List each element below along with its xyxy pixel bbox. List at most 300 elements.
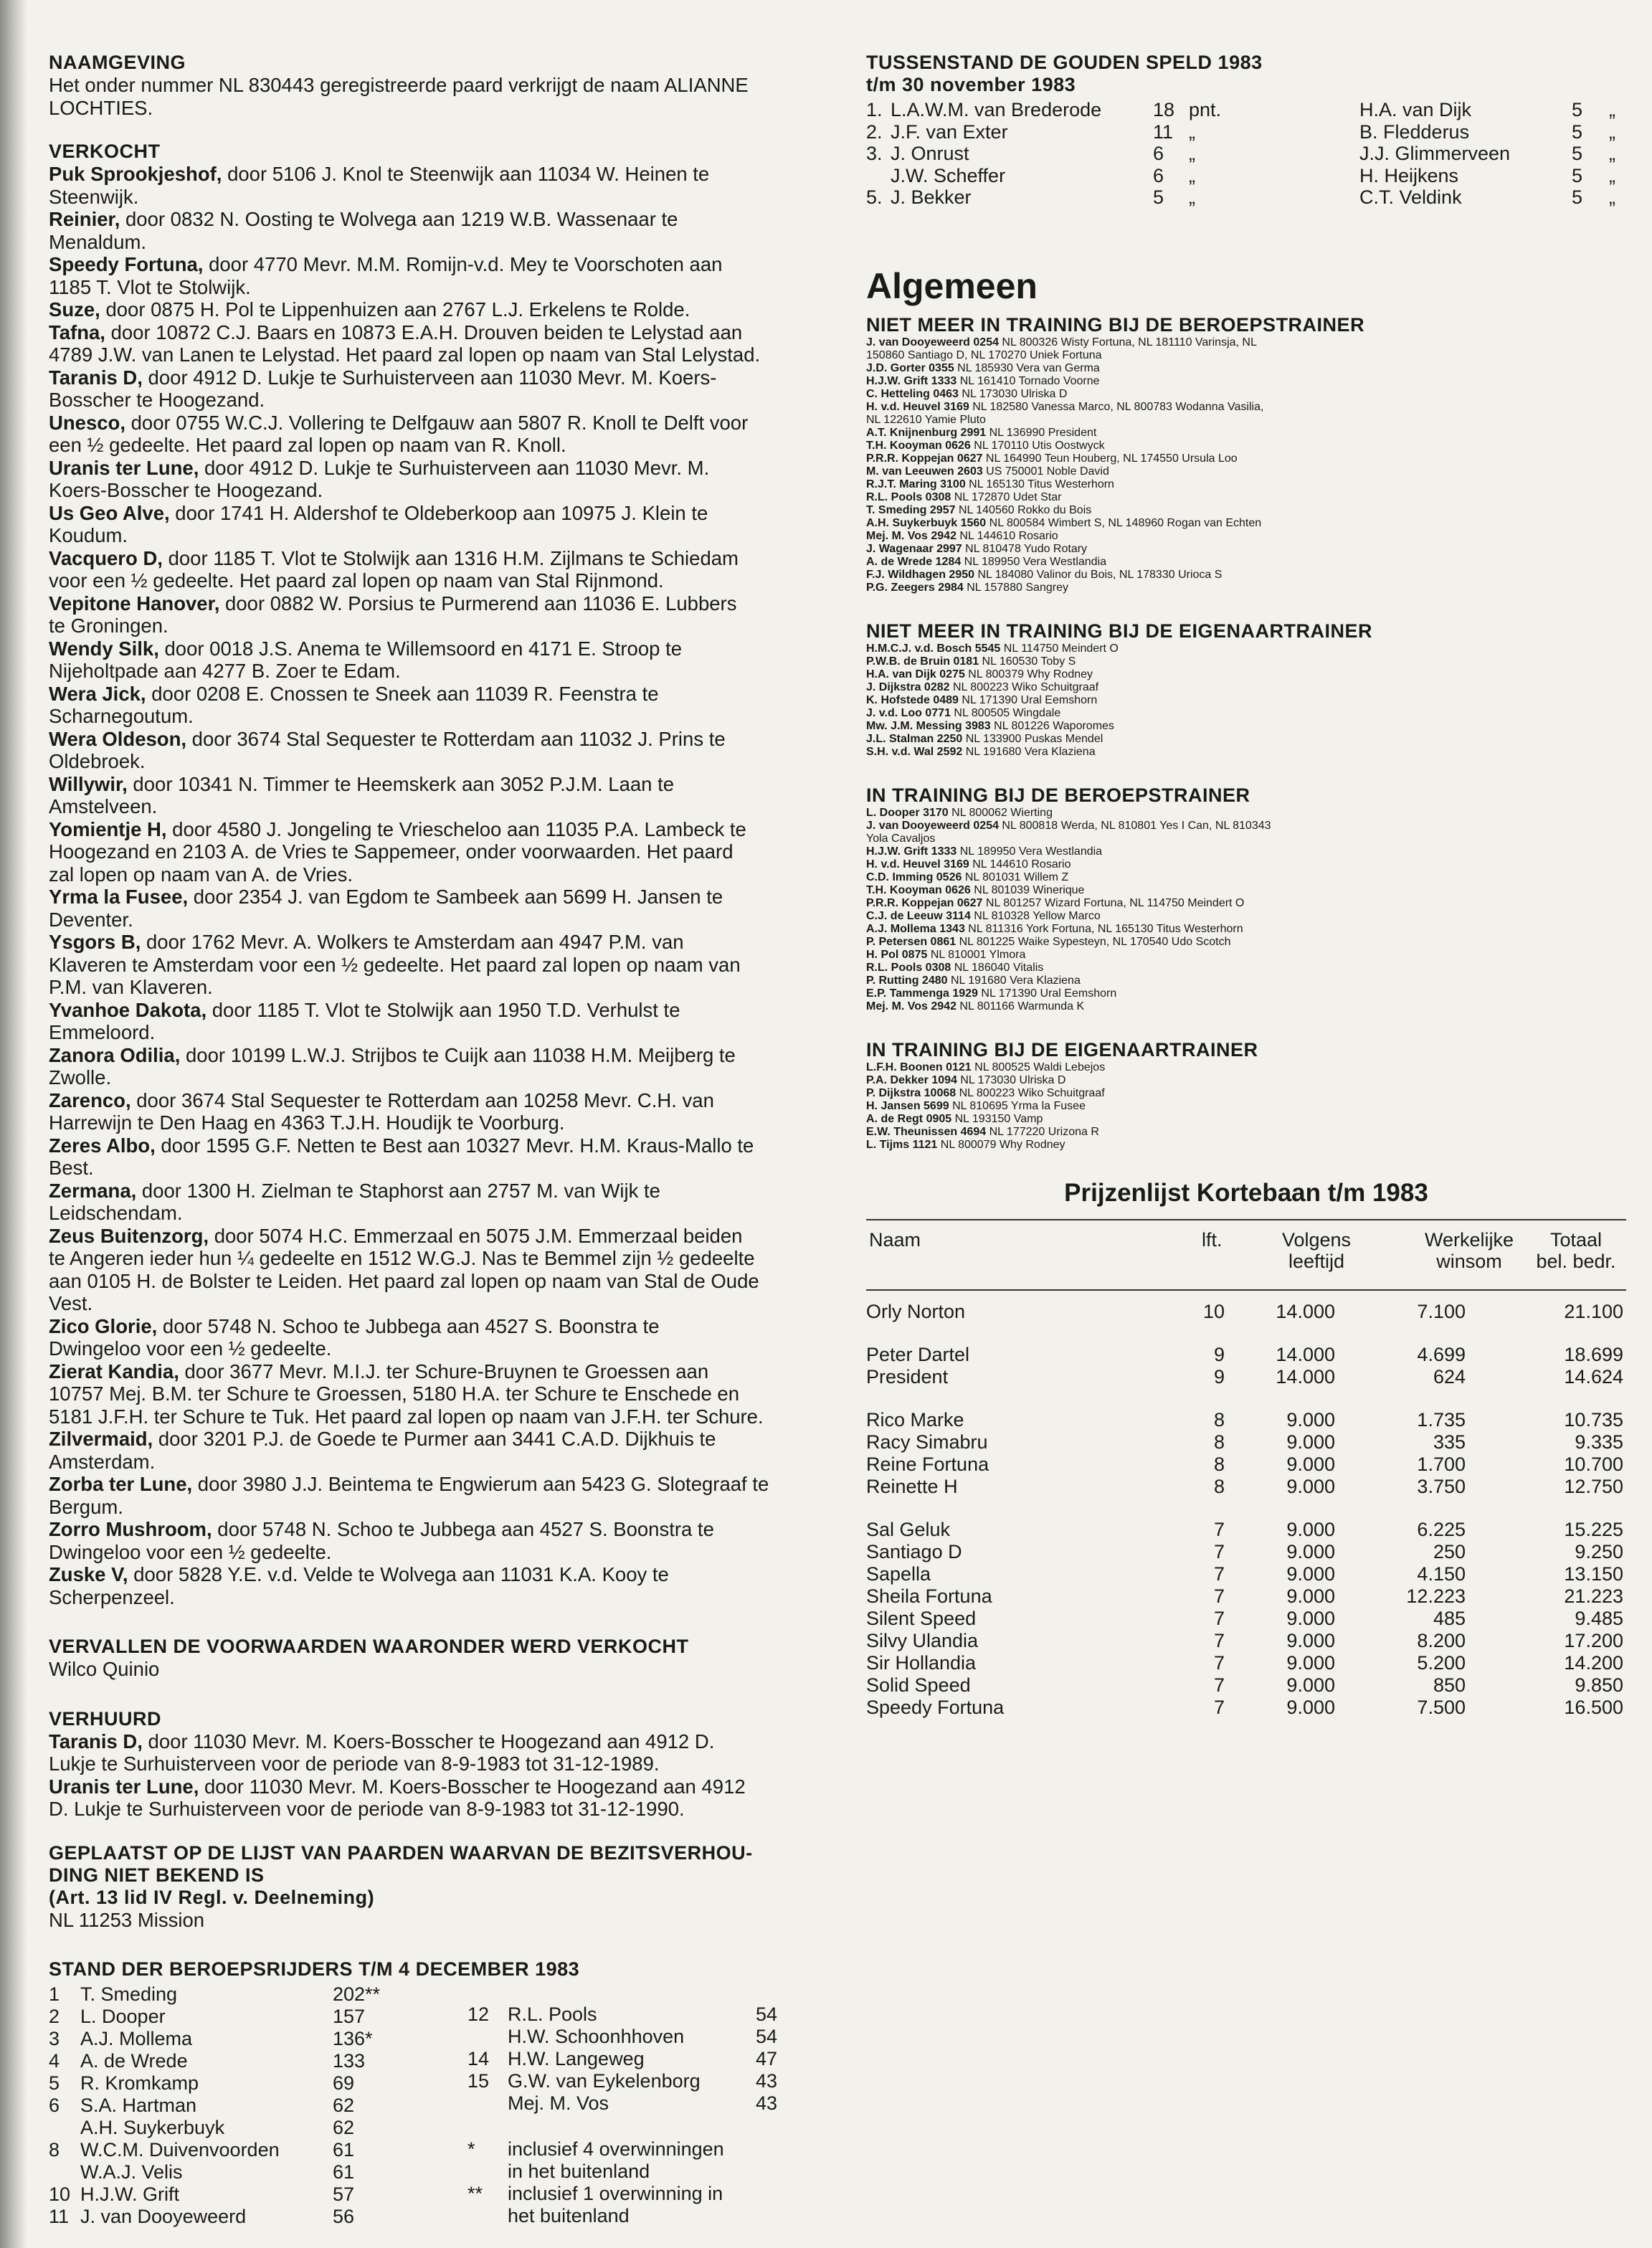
stand-name: G.W. van Eykelenborg: [508, 2070, 701, 2092]
entry-name: E.W. Theunissen 4694: [866, 1126, 987, 1138]
entry-line: [49, 502, 815, 525]
entry-text: door 0882 W. Porsius te Purmerend aan 11036 E. Lubbers: [219, 592, 737, 615]
entry-line: Amstelveen.: [49, 795, 158, 817]
entry-text: NL 186040 Vitalis: [951, 962, 1044, 974]
entry-text: door 3201 P.J. de Goede te Purmer aan 3441 C.A.D. Dijkhuis te: [153, 1428, 716, 1450]
text-line: Wilco Quinio: [49, 1658, 160, 1680]
text-line: DING NIET BEKEND IS: [49, 1864, 265, 1886]
entry-line: [49, 1518, 815, 1541]
entry-name: P.W.B. de Bruin 0181: [866, 655, 979, 668]
entry-line: [49, 1134, 815, 1157]
entry-name: Wera Jick,: [49, 682, 146, 705]
stand-name: W.A.J. Velis: [80, 2161, 183, 2183]
entry-text: door 4580 J. Jongeling te Vriescheloo aan 11035 P.A. Lambeck te: [166, 817, 746, 840]
entry-line: te Angeren ieder hun ¼ gedeelte en 1512 W.G.J. Nas te Bemmel zijn ½ gedeelte: [49, 1247, 755, 1269]
prize-row: [866, 1409, 1626, 1431]
entry-text: door 4912 D. Lukje te Surhuisterveen aan 11030 Mevr. M.: [199, 456, 710, 479]
entry-text: NL 800525 Waldi Lebejos: [971, 1061, 1106, 1073]
entry-line: [866, 401, 1626, 414]
entry-name: Zierat Kandia,: [49, 1360, 179, 1383]
tussenstand-pos: 2.: [866, 120, 883, 143]
entry-text: door 3674 Stal Sequester te Rotterdam aan 10258 Mevr. C.H. van: [130, 1089, 714, 1111]
entry-line: [49, 1473, 815, 1496]
by-age-amount: 9.000: [1286, 1630, 1335, 1651]
winsom-amount: 5.200: [1417, 1652, 1466, 1674]
text-line: Het onder nummer NL 830443 geregistreerde paard verkrijgt de naam ALIANNE: [49, 74, 749, 96]
entry-name: Unesco,: [49, 411, 125, 434]
tussenstand-unit: „: [1609, 186, 1615, 208]
entry-text: NL 801257 Wizard Fortuna, NL 114750 Meindert O: [982, 897, 1245, 909]
entry: [49, 773, 815, 818]
entry-text: NL 801225 Waike Sypesteyn, NL 170540 Udo Scotch: [956, 936, 1231, 948]
entry-text: door 1185 T. Vlot te Stolwijk aan 1316 H.M. Zijlmans te Schiedam: [162, 546, 739, 569]
entry-text: NL 140560 Rokko du Bois: [955, 504, 1092, 516]
entry-line: [866, 375, 1626, 388]
footnote-text: inclusief 1 overwinning in: [508, 2183, 723, 2204]
entry-name: Wera Oldeson,: [49, 727, 187, 750]
entry: [866, 733, 1626, 746]
entry-name: Puk Sprookjeshof,: [49, 163, 222, 185]
age: 8: [1213, 1476, 1225, 1497]
footnote-text: inclusief 4 overwinningen: [508, 2138, 724, 2160]
stand-points: 57: [333, 2183, 355, 2205]
entry-name: H. Jansen 5699: [866, 1100, 949, 1112]
entry-line: [866, 543, 1626, 556]
tussenstand-name: H. Heijkens: [1359, 164, 1459, 186]
stand-pos: 14: [467, 2048, 490, 2069]
entry-line: [49, 321, 815, 344]
entry-text: NL 800379 Why Rodney: [964, 668, 1093, 680]
horse-name: Silent Speed: [866, 1608, 977, 1629]
prize-row: [866, 1519, 1626, 1541]
entry-name: Us Geo Alve,: [49, 501, 170, 524]
entry-name: R.J.T. Maring 3100: [866, 478, 966, 490]
entry-line: 10757 Mej. B.M. ter Schure te Groessen, 5180 H.A. ter Schure te Enschede en: [49, 1383, 740, 1405]
entry-name: R.L. Pools 0308: [866, 962, 951, 974]
entry: [866, 452, 1626, 465]
entry: [866, 336, 1626, 362]
text-line: TUSSENSTAND DE GOUDEN SPELD 1983: [866, 52, 1263, 73]
entry: [49, 728, 815, 773]
entry: [866, 987, 1626, 1000]
entry-text: NL 182580 Vanessa Marco, NL 800783 Wodanna Vasilia,: [969, 401, 1264, 413]
entry: [866, 530, 1626, 543]
entry-line: Dwingeloo voor een ½ gedeelte.: [49, 1540, 332, 1563]
entry: [866, 681, 1626, 694]
prize-row: [866, 1652, 1626, 1674]
age: 7: [1213, 1519, 1225, 1540]
entry: [49, 1225, 815, 1315]
entry: [866, 845, 1626, 858]
entry: [49, 1360, 815, 1428]
entry-text: door 0875 H. Pol te Lippenhuizen aan 2767 L.J. Erkelens te Rolde.: [100, 298, 690, 321]
text-line: GEPLAATST OP DE LIJST VAN PAARDEN WAARVAN DE BEZITSVERHOU-: [49, 1841, 753, 1864]
stand-pos: 2: [49, 2006, 60, 2027]
tussenstand-pts: 6: [1153, 164, 1164, 186]
entry-line: [49, 1225, 815, 1248]
entry: [866, 1087, 1626, 1100]
right-column: [866, 52, 1626, 1740]
stand-name: H.W. Langeweg: [508, 2048, 645, 2069]
entry-text: NL 157880 Sangrey: [963, 582, 1068, 594]
entry-name: L. Dooper 3170: [866, 807, 949, 819]
entry-line: [49, 1563, 815, 1586]
entry-line: Lukje te Surhuisterveen voor de periode van 8-9-1983 tot 31-12-1989.: [49, 1753, 660, 1775]
stand-name: A.H. Suykerbuyk: [80, 2117, 225, 2138]
stand-name: R.L. Pools: [508, 2003, 597, 2025]
entry: [866, 949, 1626, 962]
entry: [866, 820, 1626, 845]
entry-text: door 1595 G.F. Netten te Best aan 10327 Mevr. H.M. Kraus-Mallo te: [155, 1134, 754, 1157]
entry-line: [866, 530, 1626, 543]
entry-line: [866, 655, 1626, 668]
entry-text: door 1185 T. Vlot te Stolwijk aan 1950 T.D. Verhulst te: [206, 998, 680, 1021]
age: 8: [1213, 1431, 1225, 1453]
by-age-amount: 14.000: [1276, 1366, 1335, 1388]
prize-row: [866, 1674, 1626, 1697]
winsom-amount: 624: [1433, 1366, 1466, 1388]
entry: [866, 642, 1626, 655]
header-totaal-line: Totaal: [1549, 1229, 1603, 1251]
verkocht-list: [49, 163, 815, 1608]
entry-text: NL 164990 Teun Houberg, NL 174550 Ursula Loo: [982, 452, 1238, 465]
entry-name: Mej. M. Vos 2942: [866, 1000, 956, 1012]
stand-pos: 15: [467, 2070, 490, 2092]
entry: [49, 457, 815, 502]
by-age-amount: 9.000: [1286, 1476, 1335, 1497]
horse-name: Speedy Fortuna: [866, 1697, 1005, 1718]
entry-line: NL 122610 Yamie Pluto: [866, 414, 986, 426]
entry-name: R.L. Pools 0308: [866, 491, 951, 503]
entry-text: NL 144610 Rosario: [969, 858, 1071, 871]
section-heading: VERVALLEN DE VOORWAARDEN WAARONDER WERD VERKOCHT: [49, 1636, 689, 1657]
entry-name: J.D. Gorter 0355: [866, 362, 954, 374]
text-line: t/m 30 november 1983: [866, 74, 1076, 95]
entry-text: NL 171390 Ural Eemshorn: [958, 694, 1098, 706]
tussenstand-unit: pnt.: [1189, 99, 1222, 120]
entry-name: P.R.R. Koppejan 0627: [866, 897, 983, 909]
algemeen-title: Algemeen: [866, 266, 1038, 306]
entry-line: Best.: [49, 1157, 94, 1179]
section-heading: VERHUURD: [49, 1707, 162, 1730]
age: 7: [1213, 1585, 1225, 1607]
stand-name: A. de Wrede: [80, 2050, 188, 2072]
total-amount: 18.699: [1564, 1344, 1623, 1365]
entry-name: Vepitone Hanover,: [49, 592, 220, 615]
entry: [866, 962, 1626, 974]
entry-line: [866, 681, 1626, 694]
section-heading: NIET MEER IN TRAINING BIJ DE EIGENAARTRAINER: [866, 620, 1373, 642]
header-totaal-line: bel. bedr.: [1536, 1251, 1616, 1272]
entry-line: [866, 871, 1626, 884]
winsom-amount: 1.735: [1417, 1409, 1466, 1431]
entry-name: A. de Regt 0905: [866, 1113, 952, 1125]
entry-line: 4789 J.W. van Lanen te Lelystad. Het paard zal lopen op naam van Stal Lelystad.: [49, 343, 761, 366]
entry: [866, 910, 1626, 923]
entry-line: [49, 457, 815, 480]
entry-name: Zermana,: [49, 1179, 137, 1202]
winsom-amount: 12.223: [1406, 1585, 1466, 1607]
entry: [866, 746, 1626, 759]
entry-line: Nijeholtpade aan 4277 B. Zoer te Edam.: [49, 660, 401, 682]
entry-name: J. van Dooyeweerd 0254: [866, 820, 999, 832]
entry-line: [49, 163, 815, 186]
entry-line: [49, 818, 815, 841]
entry-line: [866, 1139, 1626, 1152]
stand-name: H.W. Schoonhhoven: [508, 2026, 685, 2047]
entry-line: Zwolle.: [49, 1066, 112, 1089]
entry-name: H.A. van Dijk 0275: [866, 668, 965, 680]
entry-text: NL 136990 President: [986, 427, 1097, 439]
entry-line: [866, 707, 1626, 720]
stand-pos: 1: [49, 1983, 60, 2005]
entry-line: Leidschendam.: [49, 1202, 183, 1224]
entry-name: E.P. Tammenga 1929: [866, 987, 978, 1000]
entry-name: J. Dijkstra 0282: [866, 681, 950, 693]
entry: [866, 517, 1626, 530]
entry-name: C.D. Imming 0526: [866, 871, 962, 883]
header-volgens-leeftijd-line: Volgens: [1281, 1229, 1352, 1251]
entry: [49, 1089, 815, 1134]
footnote-text: het buitenland: [508, 2205, 630, 2226]
entry: [49, 1044, 815, 1089]
entry-line: [49, 683, 815, 706]
entry-line: D. Lukje te Surhuisterveen voor de periode van 8-9-1983 tot 31-12-1990.: [49, 1798, 685, 1820]
entry-name: J. v.d. Loo 0771: [866, 707, 951, 719]
entry-name: T.H. Kooyman 0626: [866, 884, 971, 896]
entry-name: H. v.d. Heuvel 3169: [866, 401, 969, 413]
entry-name: P. Rutting 2480: [866, 974, 948, 987]
entry: [866, 427, 1626, 440]
tussenstand: [866, 52, 1626, 261]
entry: [866, 569, 1626, 582]
entry-text: NL 800326 Wisty Fortuna, NL 181110 Varinsja, NL: [998, 336, 1257, 348]
by-age-amount: 9.000: [1286, 1453, 1335, 1475]
prizelist-title: Prijzenlijst Kortebaan t/m 1983: [1064, 1179, 1428, 1207]
entry-line: aan 0105 H. de Bolster te Leiden. Het paard zal lopen op naam van Stal de Oude: [49, 1269, 759, 1292]
entry: [866, 668, 1626, 681]
entry-text: NL 810695 Yrma la Fusee: [949, 1100, 1086, 1112]
total-amount: 9.335: [1575, 1431, 1623, 1453]
prize-row: [866, 1630, 1626, 1652]
entry: [866, 1113, 1626, 1126]
entry: [866, 936, 1626, 949]
tussenstand-unit: „: [1189, 120, 1195, 143]
by-age-amount: 9.000: [1286, 1608, 1335, 1629]
entry-text: NL 177220 Urizona R: [986, 1126, 1099, 1138]
entry-text: door 3674 Stal Sequester te Rotterdam aan 11032 J. Prins te: [186, 727, 726, 750]
age: 7: [1213, 1652, 1225, 1674]
entry-line: [866, 1100, 1626, 1113]
entry-line: Hoogezand en 2103 A. de Vries te Sappemeer, onder voorwaarden. Het paard: [49, 840, 734, 863]
entry-name: P.G. Zeegers 2984: [866, 582, 964, 594]
total-amount: 17.200: [1564, 1630, 1623, 1651]
entry-text: door 4912 D. Lukje te Surhuisterveen aan 11030 Mevr. M. Koers-: [142, 366, 717, 389]
age: 9: [1213, 1366, 1225, 1388]
training-section: [866, 1039, 1626, 1152]
entry-name: P. Dijkstra 10068: [866, 1087, 956, 1099]
stand-name: L. Dooper: [80, 2006, 166, 2027]
entry: [49, 1473, 815, 1518]
entry-line: Oldebroek.: [49, 750, 146, 772]
entry-name: H.J.W. Grift 1333: [866, 375, 957, 387]
entry: [866, 465, 1626, 478]
entry-line: [866, 452, 1626, 465]
left-column: [49, 52, 815, 2246]
stand-pos: 6: [49, 2095, 60, 2116]
entry: [49, 208, 815, 253]
entry-line: Klaveren te Amsterdam voor een ½ gedeelte. Het paard zal lopen op naam van: [49, 953, 741, 976]
naamgeving-text: [49, 74, 815, 119]
entry-line: [866, 582, 1626, 594]
tussenstand-pts: 5: [1572, 99, 1583, 120]
entry: [866, 1139, 1626, 1152]
tussenstand-pos: 1.: [866, 99, 883, 120]
entry: [49, 1730, 815, 1775]
stand-name: S.A. Hartman: [80, 2095, 197, 2116]
entry: [866, 897, 1626, 910]
horse-name: Sir Hollandia: [866, 1652, 977, 1674]
entry: [866, 375, 1626, 388]
tussenstand-name: B. Fledderus: [1359, 120, 1470, 143]
tussenstand-name: J.W. Scheffer: [891, 164, 1006, 186]
tussenstand-pts: 6: [1153, 143, 1164, 164]
entry-name: P.A. Dekker 1094: [866, 1074, 957, 1086]
entry-line: Deventer.: [49, 908, 133, 931]
horse-name: Racy Simabru: [866, 1431, 988, 1453]
training-section: [866, 620, 1626, 759]
entry-text: NL 193150 Vamp: [951, 1113, 1043, 1125]
entry-text: door 11030 Mevr. M. Koers-Bosscher te Hoogezand aan 4912 D.: [142, 1730, 715, 1753]
entry: [866, 478, 1626, 491]
entry-text: NL 173030 Ulriska D: [956, 1074, 1066, 1086]
entry: [49, 1315, 815, 1360]
entry-line: [866, 910, 1626, 923]
total-amount: 21.223: [1564, 1585, 1623, 1607]
stand-points: 157: [333, 2006, 366, 2027]
by-age-amount: 14.000: [1276, 1344, 1335, 1365]
entry-text: door 3980 J.J. Beintema te Engwierum aan 5423 G. Slotegraaf te: [192, 1473, 769, 1495]
entry-line: [49, 637, 815, 660]
prizelist-table: [866, 1219, 1626, 1740]
stand-name: T. Smeding: [80, 1983, 178, 2005]
entry: [866, 504, 1626, 517]
prize-row: [866, 1453, 1626, 1476]
entry-text: NL 133900 Puskas Mendel: [962, 733, 1103, 745]
entry-line: zal lopen op naam van A. de Vries.: [49, 863, 353, 886]
entry-text: NL 801226 Waporomes: [990, 720, 1114, 732]
entry: [49, 1134, 815, 1180]
entry-text: NL 160530 Toby S: [979, 655, 1076, 668]
entry: [866, 388, 1626, 401]
by-age-amount: 9.000: [1286, 1674, 1335, 1696]
entry-text: door 5106 J. Knol te Steenwijk aan 11034 W. Heinen te: [222, 163, 710, 185]
entry-line: [49, 592, 815, 615]
entry: [866, 1000, 1626, 1013]
entry-name: S.H. v.d. Wal 2592: [866, 746, 963, 758]
stand-pos: 8: [49, 2139, 60, 2161]
tussenstand-unit: „: [1609, 99, 1615, 120]
entry-line: Vest.: [49, 1292, 93, 1314]
entry-name: Taranis D,: [49, 1730, 143, 1753]
entry-line: [49, 412, 815, 435]
entry-line: een ½ gedeelte. Het paard zal lopen op naam van R. Knoll.: [49, 434, 566, 456]
by-age-amount: 9.000: [1286, 1431, 1335, 1453]
total-amount: 10.700: [1564, 1453, 1623, 1475]
winsom-amount: 6.225: [1417, 1519, 1466, 1540]
entry-text: door 0208 E. Cnossen te Sneek aan 11039 R. Feenstra te: [146, 682, 659, 705]
entry-line: [49, 366, 815, 389]
entry: [866, 491, 1626, 504]
entry-line: [866, 569, 1626, 582]
entry-line: [49, 253, 815, 276]
stand-name: W.C.M. Duivenvoorden: [80, 2139, 280, 2161]
footnote-mark: **: [467, 2183, 483, 2204]
entry-name: Wendy Silk,: [49, 637, 159, 660]
entry-line: [49, 728, 815, 751]
entry: [866, 1126, 1626, 1139]
entry-line: [866, 440, 1626, 452]
tussenstand-pts: 5: [1572, 143, 1583, 164]
entry: [866, 556, 1626, 569]
entry-text: NL 800505 Wingdale: [950, 707, 1061, 719]
tussenstand-unit: „: [1609, 120, 1615, 143]
entry: [866, 1074, 1626, 1087]
entry-name: Vacquero D,: [49, 546, 163, 569]
entry-line: 5181 J.F.H. ter Schure te Tuk. Het paard zal lopen op naam van J.F.H. ter Schure.: [49, 1405, 764, 1428]
entry-name: Zanora Odilia,: [49, 1043, 181, 1066]
stand-pos: 11: [49, 2206, 70, 2227]
entry-text: NL 170110 Utis Oostwyck: [970, 440, 1105, 452]
entry-line: [866, 884, 1626, 897]
entry-text: NL 800818 Werda, NL 810801 Yes I Can, NL 810343: [998, 820, 1271, 832]
by-age-amount: 9.000: [1286, 1563, 1335, 1585]
entry-line: [866, 974, 1626, 987]
age: 9: [1213, 1344, 1225, 1365]
header-werkelijke-winsom-line: Werkelijke: [1424, 1229, 1514, 1251]
prize-row: [866, 1344, 1626, 1366]
winsom-amount: 8.200: [1417, 1630, 1466, 1651]
header-werkelijke-winsom: [1408, 1229, 1530, 1272]
entry-name: J.L. Stalman 2250: [866, 733, 963, 745]
entry-line: 150860 Santiago D, NL 170270 Uniek Fortuna: [866, 349, 1102, 361]
stand-table: [49, 1981, 815, 2246]
entry-text: NL 172870 Udet Star: [951, 491, 1062, 503]
winsom-amount: 850: [1433, 1674, 1466, 1696]
entry-text: door 5074 H.C. Emmerzaal en 5075 J.M. Emmerzaal beiden: [209, 1224, 743, 1247]
winsom-amount: 4.150: [1417, 1563, 1466, 1585]
entry-name: K. Hofstede 0489: [866, 694, 959, 706]
total-amount: 21.100: [1564, 1301, 1623, 1322]
section-geplaatst: [49, 1842, 815, 1932]
age: 7: [1213, 1674, 1225, 1696]
entry-text: NL 801166 Warmunda K: [956, 1000, 1085, 1012]
by-age-amount: 9.000: [1286, 1652, 1335, 1674]
stand-pos: 3: [49, 2028, 60, 2049]
winsom-amount: 4.699: [1417, 1344, 1466, 1365]
entry-name: Zuske V,: [49, 1563, 128, 1585]
entry-text: NL 810478 Yudo Rotary: [962, 543, 1088, 555]
age: 7: [1213, 1630, 1225, 1651]
stand-pos: 12: [467, 2003, 490, 2025]
footnote-mark: *: [467, 2138, 475, 2160]
entry: [49, 253, 815, 298]
tussenstand-pts: 18: [1153, 99, 1175, 120]
prizelist-header: [866, 1220, 1626, 1291]
entry-line: [866, 465, 1626, 478]
header-totaal: [1526, 1229, 1626, 1272]
entry-name: T. Smeding 2957: [866, 504, 956, 516]
